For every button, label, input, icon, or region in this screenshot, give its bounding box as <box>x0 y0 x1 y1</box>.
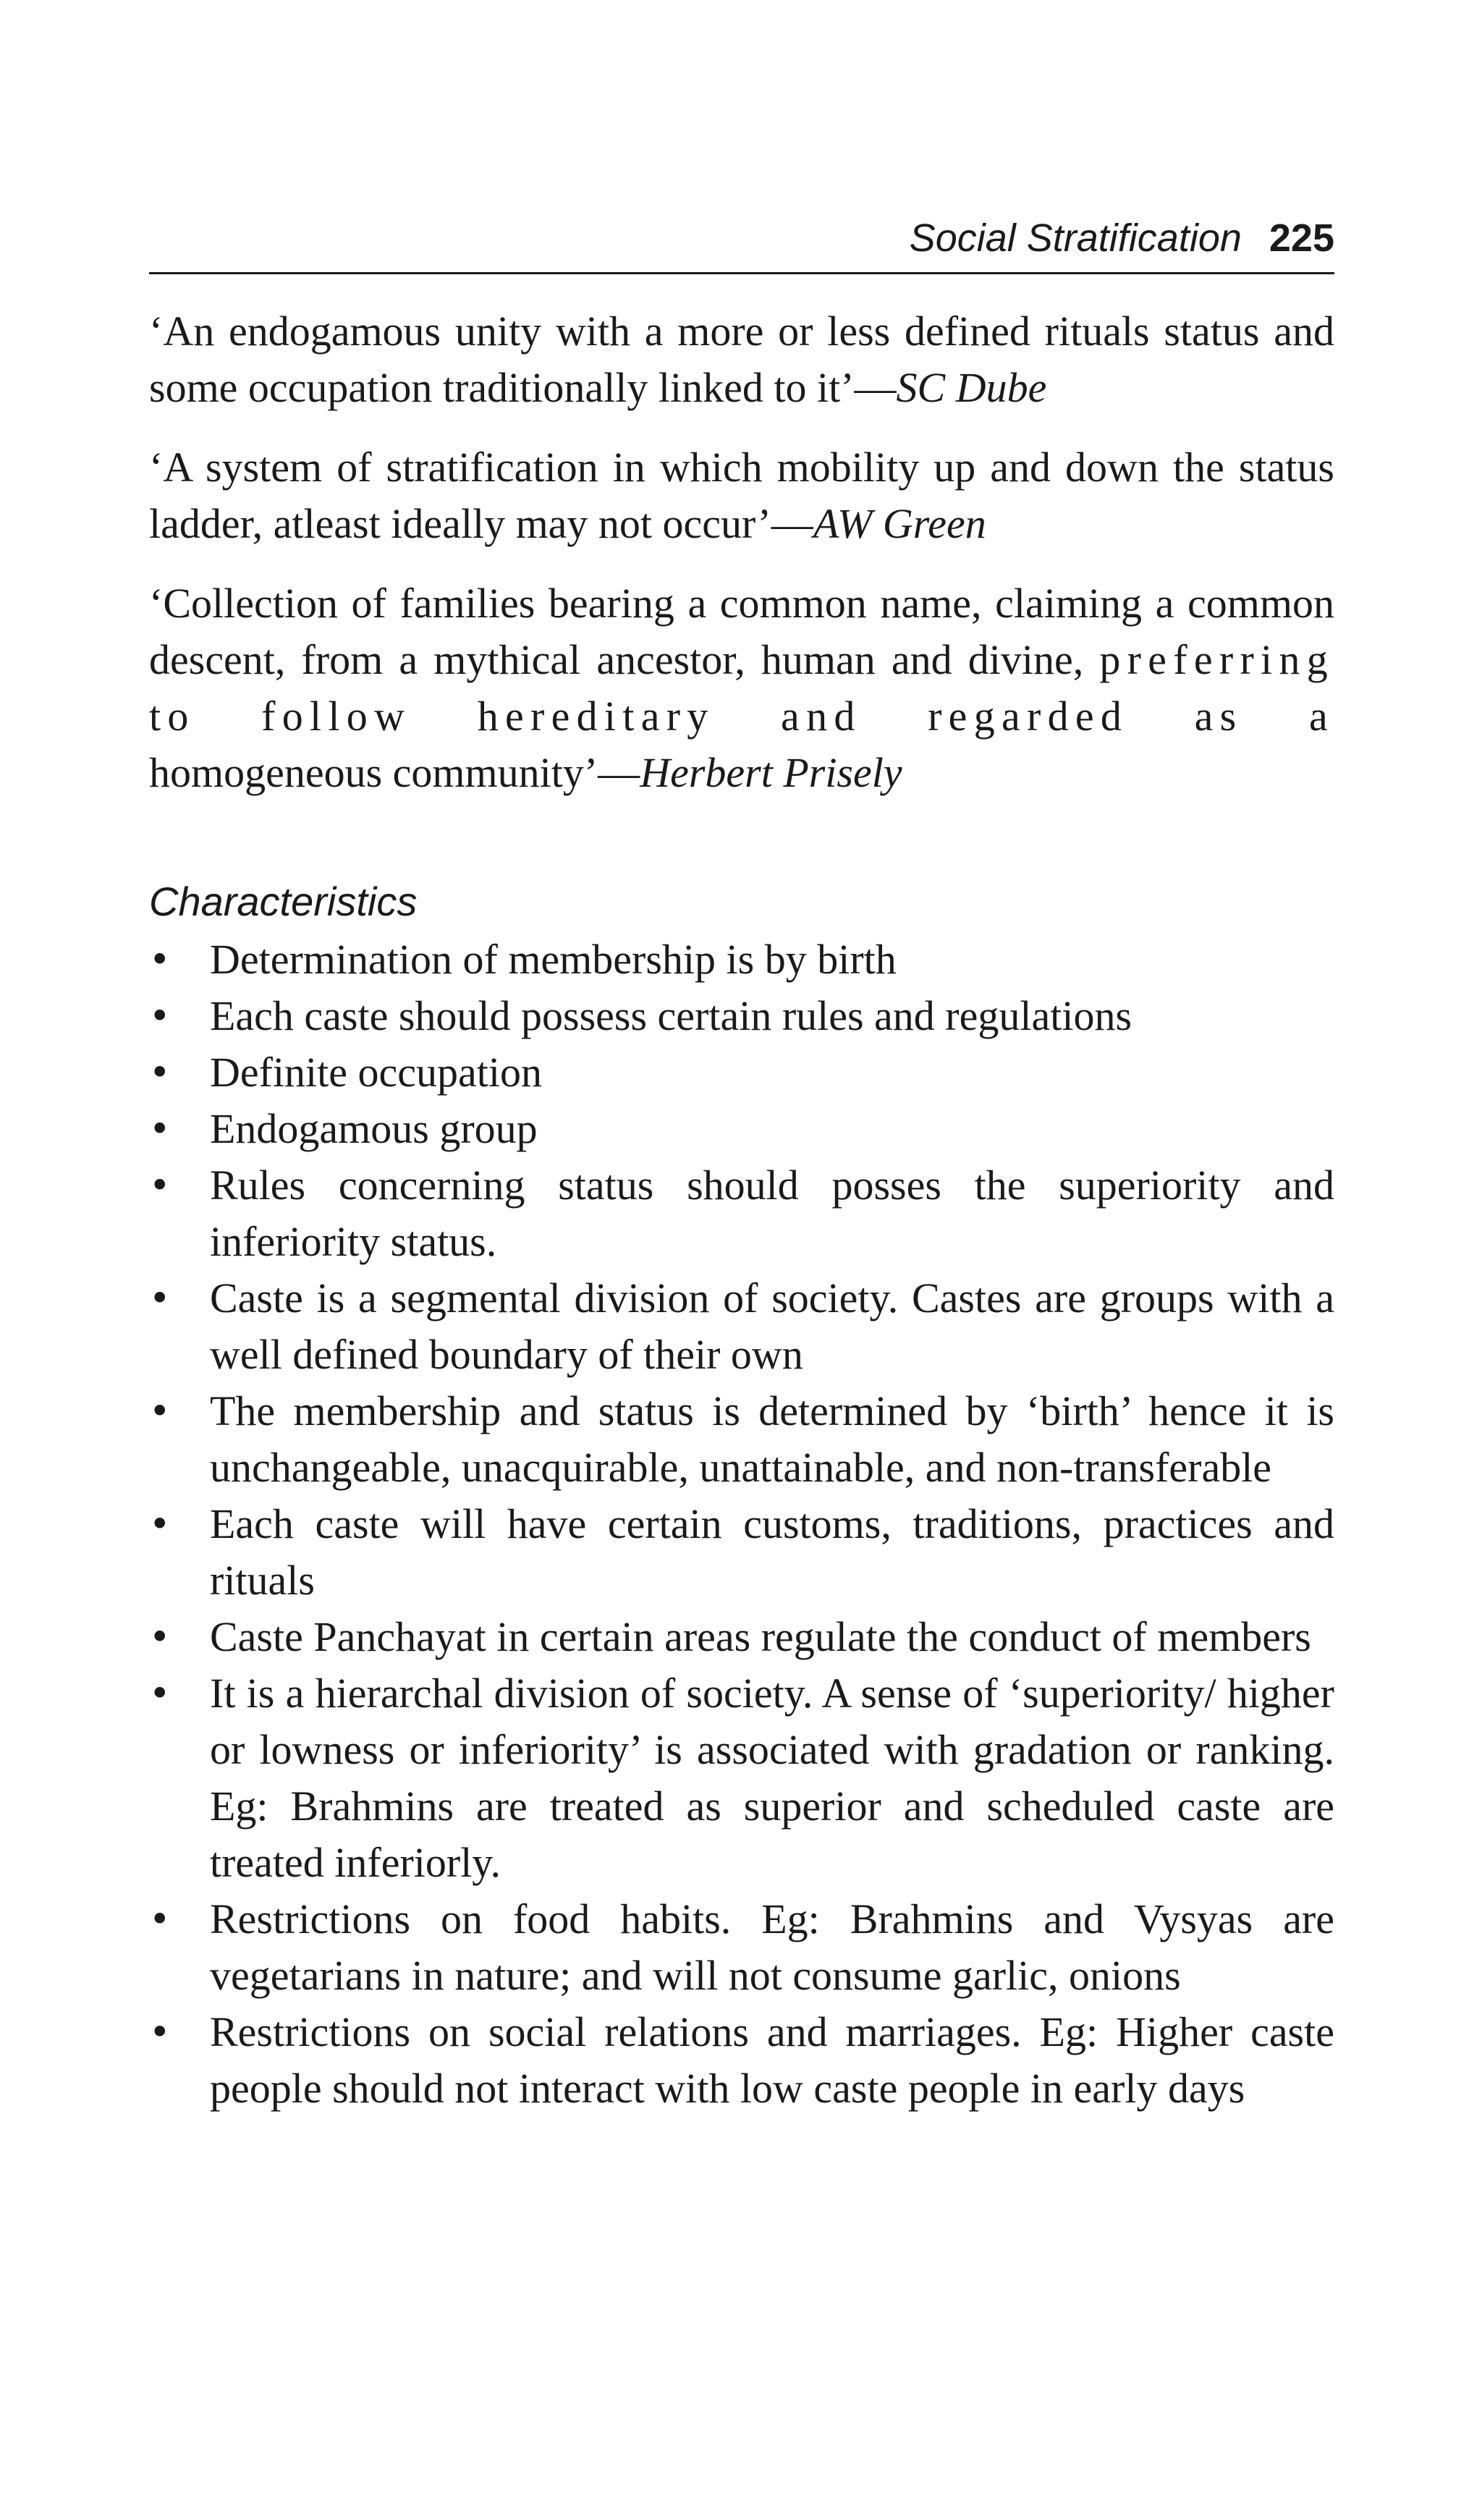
list-item-text: Determination of membership is by birth <box>210 936 897 983</box>
bullet-icon: • <box>149 995 171 1037</box>
list-item <box>149 1609 1334 1665</box>
list-item <box>149 1665 1334 1891</box>
definition-quote <box>149 439 1334 552</box>
definition-quote <box>149 303 1334 416</box>
bullet-icon: • <box>149 1277 171 1319</box>
quote-text: ‘Collection of families bearing a common name, claiming a common descent, from a mythical ancestor, human and divine, <box>149 580 1334 683</box>
list-item-text: It is a hierarchal division of society. A sense of ‘superiority/ higher or lowness or inferiority’ is associated with gradation or ranking. Eg: Brahmins are treated as superior and scheduled caste are treated inferiorly. <box>210 1670 1334 1886</box>
bullet-icon: • <box>149 1616 171 1658</box>
quote-text: homogeneous community’— <box>149 749 640 796</box>
quote-author: AW Green <box>813 500 986 547</box>
characteristics-list <box>149 931 1334 2117</box>
list-item-text: The membership and status is determined by ‘birth’ hence it is unchangeable, unacquirable, unattainable, and non-transferable <box>210 1387 1334 1491</box>
list-item <box>149 1496 1334 1609</box>
list-item-text: Caste is a segmental division of society. Castes are groups with a well defined boundary of their own <box>210 1274 1334 1378</box>
bullet-icon: • <box>149 1503 171 1545</box>
list-item-text: Restrictions on food habits. Eg: Brahmins and Vysyas are vegetarians in nature; and will not consume garlic, onions <box>210 1895 1334 1999</box>
running-title: Social Stratification <box>909 216 1242 260</box>
section-heading: Characteristics <box>149 879 418 924</box>
quote-author: Herbert Prisely <box>640 749 902 796</box>
definition-quote <box>149 575 1334 801</box>
list-item <box>149 2004 1334 2117</box>
page-number: 225 <box>1269 216 1334 260</box>
bullet-icon: • <box>149 1898 171 1940</box>
list-item-text: Definite occupation <box>210 1049 542 1096</box>
list-item <box>149 1101 1334 1157</box>
book-page <box>149 210 1334 2117</box>
bullet-icon: • <box>149 1673 171 1714</box>
list-item-text: Each caste will have certain customs, traditions, practices and rituals <box>210 1500 1334 1604</box>
list-item <box>149 931 1334 988</box>
bullet-icon: • <box>149 1164 171 1206</box>
list-item-text: Restrictions on social relations and marriages. Eg: Higher caste people should not interact with low caste people in early days <box>210 2008 1334 2112</box>
list-item-text: Each caste should possess certain rules and regulations <box>210 992 1132 1039</box>
quote-text: ‘An endogamous unity with a more or less defined rituals status and some occupation traditionally linked to it’— <box>149 308 1334 411</box>
bullet-icon: • <box>149 939 171 981</box>
list-item <box>149 1157 1334 1270</box>
list-item-text: Rules concerning status should posses the superiority and inferiority status. <box>210 1162 1334 1265</box>
list-item-text: Endogamous group <box>210 1105 538 1152</box>
bullet-icon: • <box>149 1052 171 1094</box>
bullet-icon: • <box>149 1108 171 1150</box>
quote-text: preferring to follow hereditary and regarded as a <box>149 636 1334 740</box>
list-item <box>149 1891 1334 2004</box>
main-content <box>149 303 1334 2117</box>
quote-author: SC Dube <box>896 364 1047 411</box>
bullet-icon: • <box>149 2011 171 2053</box>
list-item <box>149 988 1334 1044</box>
list-item-text: Caste Panchayat in certain areas regulate the conduct of members <box>210 1613 1311 1660</box>
running-header <box>149 210 1334 274</box>
list-item <box>149 1383 1334 1496</box>
list-item <box>149 1270 1334 1383</box>
bullet-icon: • <box>149 1390 171 1432</box>
quote-text: ‘A system of stratification in which mobility up and down the status ladder, atleast ideally may not occur’— <box>149 444 1334 547</box>
list-item <box>149 1044 1334 1101</box>
